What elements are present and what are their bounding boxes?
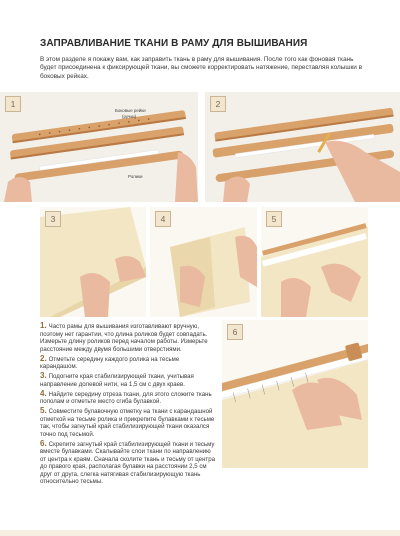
step-item	[40, 355, 218, 371]
step-number: 4.	[40, 388, 47, 398]
photo-step-2	[205, 92, 400, 202]
step-number: 1.	[40, 321, 47, 330]
photo-step-1	[0, 92, 198, 202]
photo-number: 5	[266, 211, 282, 227]
step-item	[40, 372, 218, 388]
frame-rollers-illustration	[0, 92, 198, 202]
photo-step-4	[150, 207, 257, 317]
photo-number: 2	[210, 96, 226, 112]
label-side-bars: Боковые рейки	[115, 108, 146, 113]
photo-step-6	[222, 320, 368, 468]
label-side-bars-sub: (ручки)	[122, 114, 137, 119]
photo-number: 1	[5, 96, 21, 112]
step-item	[40, 440, 218, 486]
photo-step-5	[261, 207, 368, 317]
photo-step-3	[40, 207, 146, 317]
photo-number: 3	[45, 211, 61, 227]
marking-roller-illustration	[205, 92, 400, 202]
step-item	[40, 407, 218, 438]
step-text: Скрепите загнутый край стабилизирующей ткани и тесьму вместе булавками. Скалывайте слои ткани по направлению от центра к краям. Сначала сколите ткань и тесьму от центра до правого края, располагая булавки на расстоянии 2,5 см друг от друга, слегка натягивая стабилизирующую ткань относительно тесьмы.	[40, 440, 216, 485]
step-number: 6.	[40, 438, 47, 448]
page-title: ЗАПРАВЛИВАНИЕ ТКАНИ В РАМУ ДЛЯ ВЫШИВАНИЯ	[40, 38, 308, 49]
pinning-fabric-illustration	[222, 320, 368, 468]
step-text: Часто рамы для вышивания изготавливают вручную, поэтому нет гарантии, что длина роликов будет совпадать. Измерьте длину роликов перед началом работы. Измерьте расстояние между двумя большими отверстиями.	[40, 323, 208, 353]
step-text: Подогните края стабилизирующей ткани, учитывая направление долевой нити, на 1,5 см с двух краев.	[40, 373, 194, 388]
label-rollers: Ролики	[128, 174, 143, 179]
step-text: Отметьте середину каждого ролика на тесьме карандашом.	[40, 355, 180, 370]
instruction-steps	[40, 322, 218, 487]
page-footer-strip	[0, 530, 400, 536]
step-item	[40, 322, 218, 353]
step-text: Совместите булавочную отметку на ткани с карандашной отметкой на тесьме ролика и прикрепите булавками к тесьме так, чтобы загнутый край стабилизирующей ткани оказался точно под тесьмой.	[40, 408, 215, 438]
photo-number: 4	[155, 211, 171, 227]
step-number: 5.	[40, 406, 47, 415]
step-number: 3.	[40, 371, 47, 380]
step-text: Найдите середину отреза ткани, для этого сложите ткань пополам и отметьте место сгиба булавкой.	[40, 390, 212, 405]
photo-number: 6	[227, 324, 243, 340]
step-item	[40, 390, 218, 406]
intro-paragraph: В этом разделе я покажу вам, как заправить ткань в раму для вышивания. После того как фоновая ткань будет присоединена к фиксирующей ткани, вы сможете корректировать натяжение, переставляя колышки в боковых рейках.	[40, 56, 362, 80]
step-number: 2.	[40, 353, 47, 363]
